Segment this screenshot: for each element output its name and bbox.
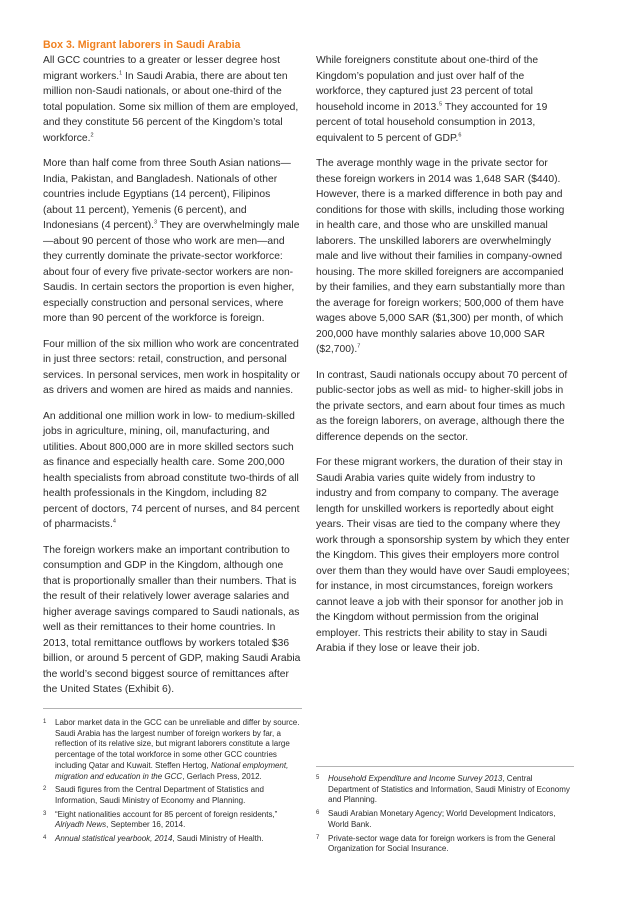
footnote-ref-1: 1 [119,70,123,77]
footnote-3: 3 “Eight nationalities account for 85 percent of foreign residents,” Alriyadh News, September 16, 2014. [43,809,278,830]
footnote-number: 5 [316,775,320,781]
paragraph-2: More than half come from three South Asian nations—India, Pakistan, and Bangladesh. Nationals of other countries include Egyptians (14 percent), Filipinos (about 11 percent), Yemenis (6 percent), and Indonesians (4 percent).$^3$ They are overwhelmingly male—about 90 percent of those who work are men—and they currently dominate the private-sector workforce: about four of every five private-sector workers are non-Saudis. In certain sectors the proportion is even higher, especially construction and personal services, where more than 90 percent of the workforce is foreign. [43,158,300,324]
box-title: Box 3. Migrant laborers in Saudi Arabia [43,39,241,51]
footnote-4: 4 Annual statistical yearbook, 2014, Saudi Ministry of Health. [43,834,264,844]
paragraph-1: All GCC countries to a greater or lesser degree host migrant workers.$^1$ In Saudi Arabia, there are about ten million non-Saudi nationals, or about one-third of the total population. Some six million of them are employed, and they constitute 56 percent of the Kingdom’s total workforce.$^2$ [43,55,299,144]
footnote-1: 1 Labor market data in the GCC can be unreliable and differ by source. Saudi Arabia has the largest number of foreign workers by far, a reflection of its relative size, but migrant laborers constitute a large percentage of the total workforce in some other GCC countries including Qatar and Kuwait. Steffen Hertog, National employment, migration and education in the GCC, Gerlach Press, 2012. [43,718,300,781]
footnote-ref-4: 4 [112,518,116,525]
footnotes-left [43,708,302,848]
left-column [43,38,302,708]
paragraph-9: For these migrant workers, the duration of their stay in Saudi Arabia varies quite widely from industry to industry and from company to company. The average length for unskilled workers is reportedly about eight years. Their visas are tied to the company where they work through a sponsorship system by which they enter the Kingdom. This gives their employers more control over them than they would have over Saudi employees; for instance, in most circumstances, foreign workers cannot leave a job with their sponsor for another job in the Kingdom without permission from the original employer. This restricts their ability to stay in Saudi Arabia if they lose or leave their job. [316,457,570,654]
footnote-number: 2 [43,786,47,793]
paragraph-6: While foreigners constitute about one-third of the Kingdom’s population and just over half of the workforce, they captured just 23 percent of total household income in 2013.$^5$ They accounted for 19 percent of total household consumption in 2013, equivalent to 5 percent of GDP.$^6$ [316,55,548,144]
right-column [316,53,574,667]
footnote-number: 6 [316,810,320,817]
footnote-6: 6 Saudi Arabian Monetary Agency; World Development Indicators, World Bank. [316,809,556,829]
footnote-number: 4 [43,835,47,842]
paragraph-8: In contrast, Saudi nationals occupy about 70 percent of public-sector jobs as well as mid- to higher-skill jobs in the private sectors, and earn about four times as much as the foreign laborers, on average, although there the difference depends on the sector. [316,369,568,443]
footnote-ref-5: 5 [439,101,443,108]
footnote-5: 5 Household Expenditure and Income Survey 2013, Central Department of Statistics and Information, Saudi Ministry of Economy and Planning. [316,774,570,805]
footnote-7: 7 Private-sector wage data for foreign workers is from the General Organization for Social Insurance. [316,833,556,854]
footnote-ref-2: 2 [90,132,94,139]
footnote-number: 3 [43,810,47,817]
paragraph-4: An additional one million work in low- to medium-skilled jobs in agriculture, mining, oil, manufacturing, and utilities. About 800,000 are in more skilled sectors such as finance and especially health care. Some 200,000 health specialists from abroad constitute two-thirds of all health professionals in the Kingdom, including 82 percent of doctors, 74 percent of nurses, and 84 percent of pharmacists.$^4$ [43,410,300,530]
footnotes-right [316,766,574,858]
footnote-ref-7: 7 [357,343,361,350]
footnote-ref-3: 3 [154,219,158,226]
footnote-number: 1 [43,719,47,725]
paragraph-5: The foreign workers make an important contribution to consumption and GDP in the Kingdom, although one that is proportionally smaller than their numbers. That is the result of their relatively lower average salaries and higher average savings compared to Saudi nationals, as well as their remittances to their home countries. In 2013, total remittance outflows by workers totaled $36 billion, or around 5 percent of GDP, making Saudi Arabia the world’s second biggest source of remittances after the United States (Exhibit 6). [43,544,301,695]
paragraph-3: Four million of the six million who work are concentrated in just three sectors: retail, construction, and personal services. In personal services, men work in hospitality or as drivers and women are hired as maids and nannies. [43,338,300,396]
footnote-ref-6: 6 [458,132,462,139]
footnote-number: 7 [316,834,320,841]
footnote-2: 2 Saudi figures from the Central Department of Statistics and Information, Saudi Ministry of Economy and Planning. [43,785,264,805]
paragraph-7: The average monthly wage in the private sector for these foreign workers in 2014 was 1,648 SAR ($440). However, there is a marked difference in both pay and conditions for those with skills, including those working in health care, and those who are unskilled manual laborers. The unskilled laborers are overwhelmingly male and live without their families in company-owned housing. The more skilled foreigners are accompanied by their families, and they earn substantially more than the average for foreign workers; 500,000 of them have wages above 5,000 SAR ($1,300) per month, of which 200,000 have monthly salaries above 10,000 SAR ($2,700).$^7$ [316,158,565,355]
